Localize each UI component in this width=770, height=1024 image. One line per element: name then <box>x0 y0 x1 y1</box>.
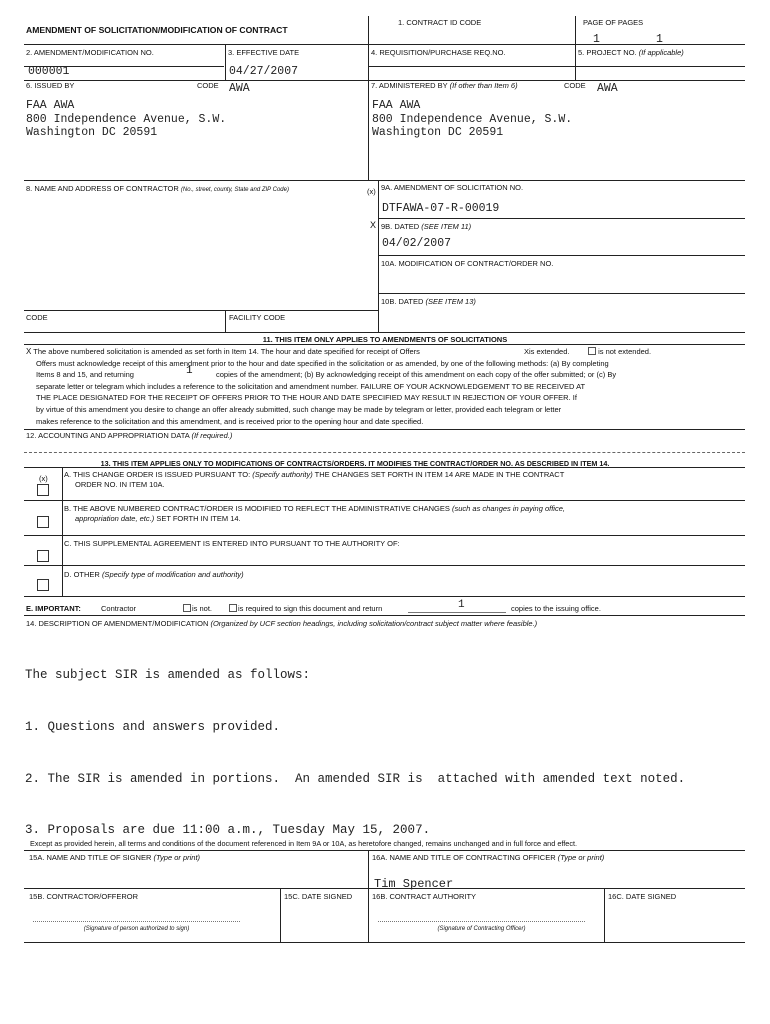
item13-title: 13. THIS ITEM APPLIES ONLY TO MODIFICATIONS OF CONTRACTS/ORDERS. IT MODIFIES THE CONTRACT/ORDER NO. AS DESCRIBED IN ITEM 14. <box>100 459 610 468</box>
item11-line-5: THE PLACE DESIGNATED FOR THE RECEIPT OF OFFERS PRIOR TO THE HOUR AND DATE SPECIFIED MAY RESULT IN REJECTION OF YOUR OFFER. If <box>36 393 577 403</box>
item13b-note-2: appropriation date, etc.) <box>75 514 155 523</box>
extended-text: is extended. <box>529 347 570 356</box>
label-15a-note: (Type or print) <box>153 853 201 862</box>
project-label-text: 5. PROJECT NO. <box>578 48 637 57</box>
item13b-line-1-text: B. THE ABOVE NUMBERED CONTRACT/ORDER IS MODIFIED TO REFLECT THE ADMINISTRATIVE CHANGES <box>64 504 450 513</box>
description-line-2: 1. Questions and answers provided. <box>25 720 281 735</box>
item13a-line-2: ORDER NO. IN ITEM 10A. <box>75 480 165 489</box>
item14-label <box>26 619 537 628</box>
item11-line-6: by virtue of this amendment you desire to change an offer already submitted, such change may be made by telegram or letter, provided each telegram or letter <box>36 404 562 414</box>
item12-label-text: 12. ACCOUNTING AND APPROPRIATION DATA <box>26 431 190 440</box>
label-16a <box>372 853 604 862</box>
extended-option[interactable] <box>524 346 569 358</box>
item10b-label <box>381 297 476 306</box>
item14-note: (Organized by UCF section headings, including solicitation/contract subject matter where feasible.) <box>210 619 538 628</box>
project-label-note: (If applicable) <box>638 48 684 57</box>
signer-name-field[interactable] <box>26 864 366 886</box>
item14-label-text: 14. DESCRIPTION OF AMENDMENT/MODIFICATION <box>26 619 209 628</box>
solicitation-date-value[interactable]: 04/02/2007 <box>382 237 452 250</box>
label-15a-text: 15A. NAME AND TITLE OF SIGNER <box>29 853 152 862</box>
page-label: PAGE OF PAGES <box>583 18 644 27</box>
administered-by-line-2: 800 Independence Avenue, S.W. <box>372 112 573 126</box>
item13d-checkbox[interactable] <box>37 579 49 591</box>
item12-note: (If required.) <box>191 431 233 440</box>
officer-signature-line[interactable] <box>378 921 585 922</box>
important-copies-tail: copies to the issuing office. <box>511 604 601 613</box>
form-title: AMENDMENT OF SOLICITATION/MODIFICATION OF CONTRACT <box>26 25 288 35</box>
item11-body <box>26 346 746 427</box>
item13a-note: (Specify authority) <box>252 470 313 479</box>
item11-line-3b: copies of the amendment; (b) By acknowledging receipt of this amendment on each copy of the offer submitted; or (c) By <box>216 370 617 380</box>
item11-mark[interactable]: X <box>26 347 32 356</box>
important-copies[interactable]: 1 <box>458 599 465 611</box>
except-text: Except as provided herein, all terms and conditions of the document referenced in Item 9A or 10A, as heretofore changed, remains unchanged and in full force and effect. <box>30 839 578 848</box>
item9b-note: (SEE ITEM 11) <box>421 222 472 231</box>
amendment-no-label: 2. AMENDMENT/MODIFICATION NO. <box>26 48 154 57</box>
issued-by-code[interactable]: AWA <box>229 82 250 95</box>
item9b-mark[interactable]: X <box>370 220 377 230</box>
item11-copies[interactable]: 1 <box>186 365 193 378</box>
item10a-label: 10A. MODIFICATION OF CONTRACT/ORDER NO. <box>381 259 554 268</box>
item9a-label: 9A. AMENDMENT OF SOLICITATION NO. <box>381 183 524 192</box>
important-label: E. IMPORTANT: <box>26 604 81 613</box>
item13d-text <box>64 570 244 579</box>
label-15c: 15C. DATE SIGNED <box>284 892 353 901</box>
important-contractor: Contractor <box>101 604 137 613</box>
administered-by-note: (If other than Item 6) <box>449 81 518 90</box>
signature-16-caption-text: (Signature of Contracting Officer) <box>437 926 526 932</box>
signature-15-caption <box>33 925 240 934</box>
item13b-line-2-text: SET FORTH IN ITEM 14. <box>156 514 241 523</box>
item11-line-7: makes reference to the solicitation and this amendment, and is received prior to the opening hour and date specified. <box>36 416 424 426</box>
item10b-note: (SEE ITEM 13) <box>425 297 476 306</box>
item11-title: 11. THIS ITEM ONLY APPLIES TO AMENDMENTS OF SOLICITATIONS <box>262 335 508 344</box>
label-15a <box>29 853 200 862</box>
is-required-text: is required to sign this document and return <box>238 604 383 613</box>
contractor-note: (No., street, county, State and ZIP Code) <box>180 187 289 193</box>
item11-line-4: separate letter or telegram which includes a reference to the solicitation and amendment number. FAILURE OF YOUR ACKNOWLEDGEMENT TO BE RECEIVED AT <box>36 381 586 391</box>
item11-line-3a: Items 8 and 15, and returning <box>36 370 134 380</box>
administered-by-label-text: 7. ADMINISTERED BY <box>371 81 448 90</box>
requisition-label: 4. REQUISITION/PURCHASE REQ.NO. <box>371 48 506 57</box>
signature-15-caption-text: (Signature of person authorized to sign) <box>83 926 190 932</box>
administered-by-label <box>371 81 518 90</box>
not-extended-checkbox[interactable] <box>588 347 596 355</box>
item13d-note: (Specify type of modification and authority) <box>101 570 244 579</box>
item13b-line-1 <box>64 504 565 514</box>
effective-date-label: 3. EFFECTIVE DATE <box>228 48 300 57</box>
label-16a-text: 16A. NAME AND TITLE OF CONTRACTING OFFICER <box>372 853 556 862</box>
extended-mark: X <box>524 347 530 356</box>
item13b-text <box>64 504 565 524</box>
item12-label <box>26 431 232 440</box>
signature-16-caption <box>378 925 585 934</box>
item13a-line-1-text: A. THIS CHANGE ORDER IS ISSUED PURSUANT TO: <box>64 470 251 479</box>
contractor-label-text: 8. NAME AND ADDRESS OF CONTRACTOR <box>26 184 179 193</box>
item11-line-1 <box>26 346 746 358</box>
item11-line-1-text: The above numbered solicitation is amended as set forth in Item 14. The hour and date specified for receipt of Offers <box>33 347 420 356</box>
label-16c: 16C. DATE SIGNED <box>608 892 677 901</box>
issued-by-label: 6. ISSUED BY <box>26 81 75 90</box>
item13b-line-2 <box>64 514 565 524</box>
not-extended-text: is not extended. <box>598 347 652 356</box>
item11-line-3 <box>26 365 746 381</box>
amendment-no-value[interactable]: 000001 <box>28 65 70 78</box>
item13d-label-text: D. OTHER <box>64 570 100 579</box>
solicitation-no-value[interactable]: DTFAWA-07-R-00019 <box>382 202 500 215</box>
administered-by-line-1: FAA AWA <box>372 99 421 112</box>
item13c-checkbox[interactable] <box>37 550 49 562</box>
label-16a-note: (Type or print) <box>557 853 605 862</box>
issued-by-line-1: FAA AWA <box>26 99 75 112</box>
label-15b: 15B. CONTRACTOR/OFFEROR <box>29 892 139 901</box>
item14-description[interactable] <box>25 633 685 857</box>
issued-by-address[interactable] <box>26 99 226 140</box>
is-required-checkbox[interactable] <box>229 604 237 612</box>
pages-count[interactable]: 1 <box>656 33 663 46</box>
description-line-1: The subject SIR is amended as follows: <box>25 668 311 683</box>
facility-code-label: FACILITY CODE <box>229 313 286 322</box>
issued-by-line-2: 800 Independence Avenue, S.W. <box>26 112 227 126</box>
issued-by-code-label: CODE <box>197 81 219 90</box>
item10b-label-text: 10B. DATED <box>381 297 424 306</box>
item9b-label <box>381 222 471 231</box>
item13c-text: C. THIS SUPPLEMENTAL AGREEMENT IS ENTERED INTO PURSUANT TO THE AUTHORITY OF: <box>64 539 400 548</box>
description-line-4: 3. Proposals are due 11:00 a.m., Tuesday May 15, 2007. <box>25 823 431 838</box>
contractor-code-label: CODE <box>26 313 48 322</box>
description-line-3: 2. The SIR is amended in portions. An amended SIR is attached with amended text noted. <box>25 771 686 786</box>
item13-x-label: (x) <box>39 474 48 483</box>
item13a-line-1 <box>64 470 564 480</box>
issued-by-line-3: Washington DC 20591 <box>26 126 158 140</box>
contract-id-label: 1. CONTRACT ID CODE <box>398 18 482 27</box>
item9-x-label: (x) <box>367 187 376 196</box>
item13a-checkbox[interactable] <box>37 484 49 496</box>
item13a-line-1-tail: THE CHANGES SET FORTH IN ITEM 14 ARE MADE IN THE CONTRACT <box>314 470 565 479</box>
is-not-text: is not. <box>192 604 213 613</box>
item13a-text <box>64 470 564 490</box>
contractor-label <box>26 184 289 195</box>
item13b-note: (such as changes in paying office, <box>452 504 565 513</box>
not-extended-option[interactable] <box>588 346 651 358</box>
administered-by-line-3: Washington DC 20591 <box>372 126 504 140</box>
contractor-signature-line[interactable] <box>33 921 240 922</box>
administered-by-code[interactable]: AWA <box>597 82 618 95</box>
accounting-data-field[interactable] <box>24 441 745 451</box>
administered-by-code-label: CODE <box>564 81 586 90</box>
is-not-checkbox[interactable] <box>183 604 191 612</box>
item9b-label-text: 9B. DATED <box>381 222 420 231</box>
page-number[interactable]: 1 <box>593 33 600 46</box>
project-label <box>578 48 684 57</box>
contracting-officer-name[interactable]: Tim Spencer <box>374 877 454 891</box>
label-16b: 16B. CONTRACT AUTHORITY <box>372 892 477 901</box>
effective-date-value[interactable]: 04/27/2007 <box>229 65 299 78</box>
item13b-checkbox[interactable] <box>37 516 49 528</box>
administered-by-address[interactable] <box>372 99 572 140</box>
item11-line-2: Offers must acknowledge receipt of this amendment prior to the hour and date specified in the solicitation or as amended, by one of the following methods: (a) By completing <box>36 358 609 368</box>
